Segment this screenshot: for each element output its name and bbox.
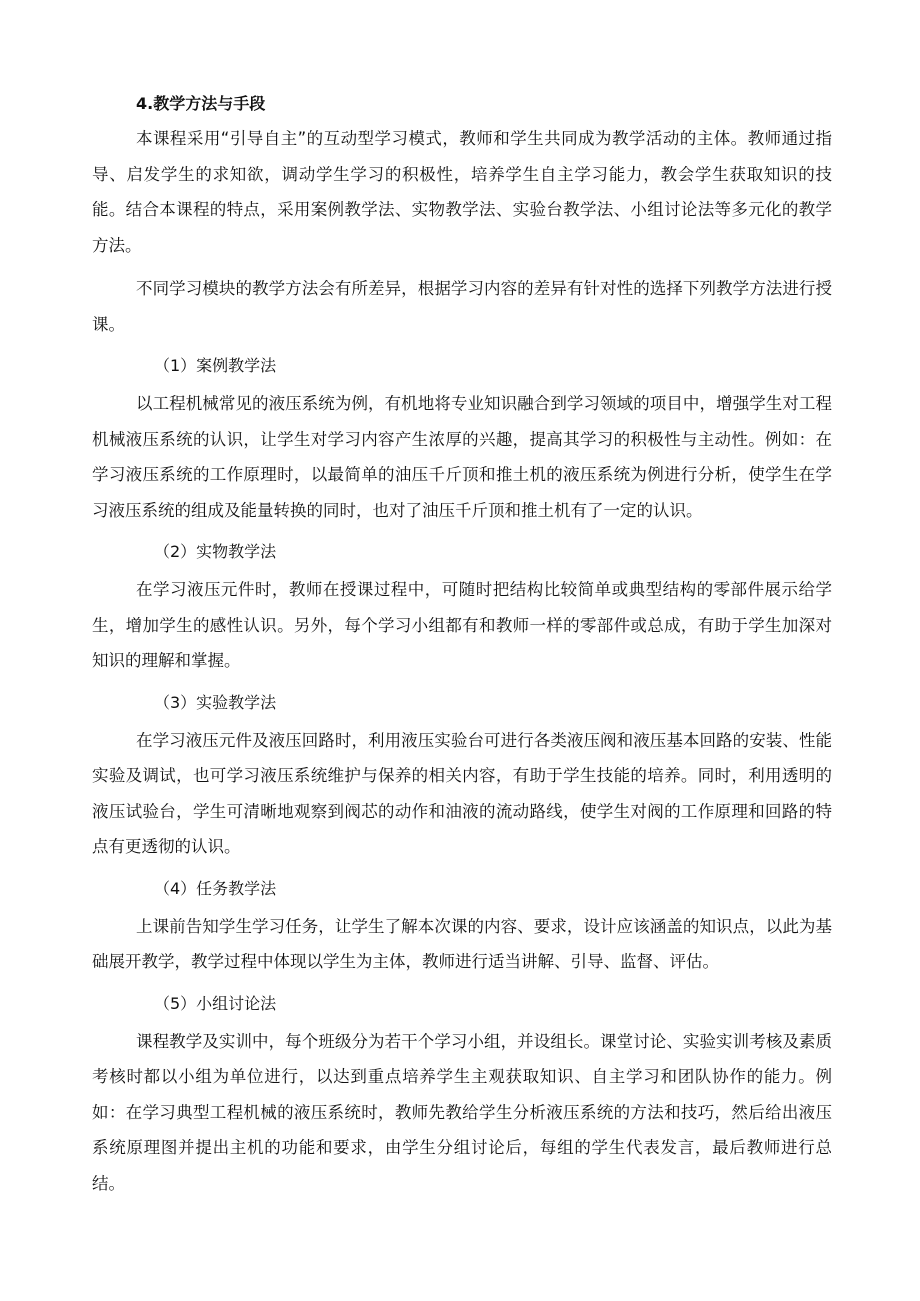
method-body-experiment-teaching: 在学习液压元件及液压回路时，利用液压实验台可进行各类液压阀和液压基本回路的安装、性能实验及调试，也可学习液压系统维护与保养的相关内容，有助于学生技能的培养。同时，利用透明的液压试验台，学生可清晰地观察到阀芯的动作和油液的流动路线，使学生对阀的工作原理和回路的特点有更透彻的认识。 xyxy=(92,730,832,856)
method-body-task-teaching: 上课前告知学生学习任务，让学生了解本次课的内容、要求，设计应该涵盖的知识点，以此为基础展开教学，教学过程中体现以学生为主体，教师进行适当讲解、引导、监督、评估。 xyxy=(92,916,832,971)
method-heading-experiment-teaching: （3）实验教学法 xyxy=(154,692,277,712)
section-heading: 4.教学方法与手段 xyxy=(136,94,266,113)
method-body-group-discussion: 课程教学及实训中，每个班级分为若干个学习小组，并设组长。课堂讨论、实验实训考核及素质考核时都以小组为单位进行，以达到重点培养学生主观获取知识、自主学习和团队协作的能力。例如：在学习典型工程机械的液压系统时，教师先教给学生分析液压系统的方法和技巧，然后给出液压系统原理图并提出主机的功能和要求，由学生分组讨论后，每组的学生代表发言，最后教师进行总结。 xyxy=(92,1031,832,1193)
method-body-case-teaching: 以工程机械常见的液压系统为例，有机地将专业知识融合到学习领域的项目中，增强学生对工程机械液压系统的认识，让学生对学习内容产生浓厚的兴趣，提高其学习的积极性与主动性。例如：在学习液压系统的工作原理时，以最简单的油压千斤顶和推土机的液压系统为例进行分析，使学生在学习液压系统的组成及能量转换的同时，也对了油压千斤顶和推土机有了一定的认识。 xyxy=(92,394,832,520)
section-content xyxy=(92,90,832,1209)
intro-paragraph-2: 不同学习模块的教学方法会有所差异，根据学习内容的差异有针对性的选择下列教学方法进行授课。 xyxy=(92,279,832,334)
method-heading-case-teaching: （1）案例教学法 xyxy=(154,356,277,375)
method-heading-group-discussion: （5）小组讨论法 xyxy=(154,993,277,1013)
method-body-object-teaching: 在学习液压元件时，教师在授课过程中，可随时把结构比较简单或典型结构的零部件展示给学生，增加学生的感性认识。另外，每个学习小组都有和教师一样的零部件或总成，有助于学生加深对知识的理解和掌握。 xyxy=(92,580,832,670)
intro-paragraph-1: 本课程采用“引导自主”的互动型学习模式，教师和学生共同成为教学活动的主体。教师通过指导、启发学生的求知欲，调动学生学习的积极性，培养学生自主学习能力，教会学生获取知识的技能。结合本课程的特点，采用案例教学法、实物教学法、实验台教学法、小组讨论法等多元化的教学方法。 xyxy=(92,129,832,255)
method-heading-object-teaching: （2）实物教学法 xyxy=(154,542,277,561)
method-heading-task-teaching: （4）任务教学法 xyxy=(154,878,277,898)
